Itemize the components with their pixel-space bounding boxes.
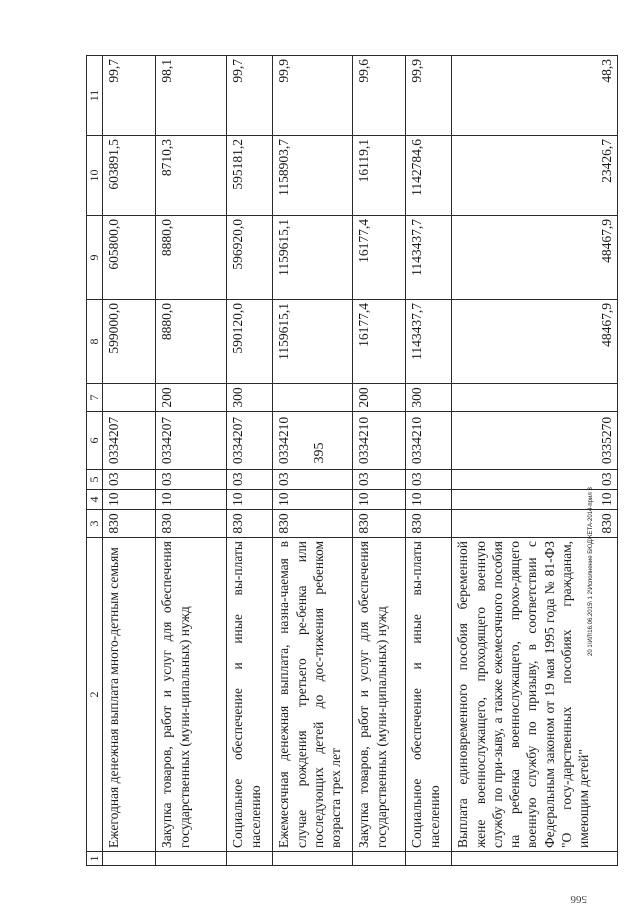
revised-amount: 605800,0: [103, 216, 156, 300]
revised-amount: 1143437,7: [406, 216, 452, 300]
column-header: 2: [87, 538, 103, 852]
row-index-cell: [353, 852, 406, 866]
column-header: 3: [87, 510, 103, 538]
ministry-code: 830: [156, 510, 227, 538]
subsection-code: 03: [273, 470, 353, 490]
ministry-code: 830: [227, 510, 273, 538]
execution-percent: 98,1: [156, 56, 227, 136]
expense-type-code: [273, 384, 353, 412]
approved-amount: 590120,0: [227, 300, 273, 384]
column-header: 6: [87, 412, 103, 470]
ministry-code: 830: [273, 510, 353, 538]
item-name: Ежегодная денежная выплата много-детным семьям: [103, 538, 156, 852]
column-header: 11: [87, 56, 103, 136]
expense-type-code: 200: [156, 384, 227, 412]
target-item-code: 0334207: [156, 412, 227, 470]
row-index-cell: [406, 852, 452, 866]
approved-amount: 1159615,1: [273, 300, 353, 384]
section-code: 10: [156, 490, 227, 510]
row-index-cell: [156, 852, 227, 866]
table-row: [406, 56, 452, 866]
ministry-code: 830: [406, 510, 452, 538]
subsection-code: 03: [452, 470, 618, 490]
approved-amount: 16177,4: [353, 300, 406, 384]
item-name: Выплата единовременного пособия беременной жене военнослужащего, проходящего военную службу по при-зыву, а также ежемесячного пособия на ребенка военнослужащего, прохо-дящего военную службу по призыву, в соответствии с Федеральным законом от 19 мая 1995 года № 81-ФЗ "О госу-дарственных пособиях гражданам, имеющим детей": [452, 538, 618, 852]
row-index-cell: [103, 852, 156, 866]
budget-execution-table: [86, 55, 618, 866]
item-name: Социальное обеспечение и иные вы-платы населению: [227, 538, 273, 852]
footer-file-path: 20 1\ИЛ\16.06.2015\ 1 2\Исполнение БЮДЖЕТА-2014-прил 3: [588, 487, 594, 656]
item-name: Социальное обеспечение и иные вы-платы населению: [406, 538, 452, 852]
executed-amount: 1142784,6: [406, 136, 452, 216]
row-index-cell: [452, 852, 618, 866]
item-name: Закупка товаров, работ и услуг для обеспечения государственных (муни-ципальных) нужд: [156, 538, 227, 852]
column-header: 1: [87, 852, 103, 866]
target-item-code: 0335270: [452, 412, 618, 470]
page-number: 395: [312, 442, 327, 464]
column-header: 10: [87, 136, 103, 216]
executed-amount: 23426,7: [452, 136, 618, 216]
approved-amount: 599000,0: [103, 300, 156, 384]
expense-type-code: [103, 384, 156, 412]
execution-percent: 99,7: [227, 56, 273, 136]
row-index-cell: [227, 852, 273, 866]
row-index-cell: [273, 852, 353, 866]
executed-amount: 8710,3: [156, 136, 227, 216]
column-header: 4: [87, 490, 103, 510]
section-code: 10: [452, 490, 618, 510]
subsection-code: 03: [353, 470, 406, 490]
item-name: Ежемесячная денежная выплата, назна-чаемая в случае рождения третьего ре-бенка или последующих детей до дос-тижения ребенком возраста трех лет: [273, 538, 353, 852]
executed-amount: 16119,1: [353, 136, 406, 216]
expense-type-code: 200: [353, 384, 406, 412]
ministry-code: 830: [103, 510, 156, 538]
section-code: 10: [103, 490, 156, 510]
ministry-code: 830: [353, 510, 406, 538]
subsection-code: 03: [406, 470, 452, 490]
execution-percent: 99,9: [273, 56, 353, 136]
executed-amount: 1158903,7: [273, 136, 353, 216]
target-item-code: 0334210: [406, 412, 452, 470]
section-code: 10: [406, 490, 452, 510]
executed-amount: 603891,5: [103, 136, 156, 216]
target-item-code: 0334207: [227, 412, 273, 470]
column-header: 9: [87, 216, 103, 300]
column-number-row: [87, 56, 103, 866]
execution-percent: 99,6: [353, 56, 406, 136]
revised-amount: 596920,0: [227, 216, 273, 300]
subsection-code: 03: [103, 470, 156, 490]
table-row: [227, 56, 273, 866]
rotated-table-wrapper: [86, 56, 616, 866]
table-row: [273, 56, 353, 866]
column-header: 7: [87, 384, 103, 412]
expense-type-code: 300: [227, 384, 273, 412]
approved-amount: 8880,0: [156, 300, 227, 384]
revised-amount: 8880,0: [156, 216, 227, 300]
corner-page-mark: 566: [570, 893, 587, 905]
revised-amount: 1159615,1: [273, 216, 353, 300]
ministry-code: 830: [452, 510, 618, 538]
revised-amount: 48467,9: [452, 216, 618, 300]
execution-percent: 99,9: [406, 56, 452, 136]
column-header: 8: [87, 300, 103, 384]
execution-percent: 48,3: [452, 56, 618, 136]
subsection-code: 03: [156, 470, 227, 490]
target-item-code: 0334207: [103, 412, 156, 470]
expense-type-code: 300: [406, 384, 452, 412]
column-header: 5: [87, 470, 103, 490]
execution-percent: 99,7: [103, 56, 156, 136]
target-item-code: 0334210: [353, 412, 406, 470]
approved-amount: 48467,9: [452, 300, 618, 384]
section-code: 10: [273, 490, 353, 510]
table-row: [103, 56, 156, 866]
approved-amount: 1143437,7: [406, 300, 452, 384]
section-code: 10: [227, 490, 273, 510]
section-code: 10: [353, 490, 406, 510]
subsection-code: 03: [227, 470, 273, 490]
table-row: [353, 56, 406, 866]
executed-amount: 595181,2: [227, 136, 273, 216]
target-item-code: 0334210: [273, 412, 353, 470]
revised-amount: 16177,4: [353, 216, 406, 300]
item-name: Закупка товаров, работ и услуг для обеспечения государственных (муни-ципальных) нужд: [353, 538, 406, 852]
table-row: [156, 56, 227, 866]
